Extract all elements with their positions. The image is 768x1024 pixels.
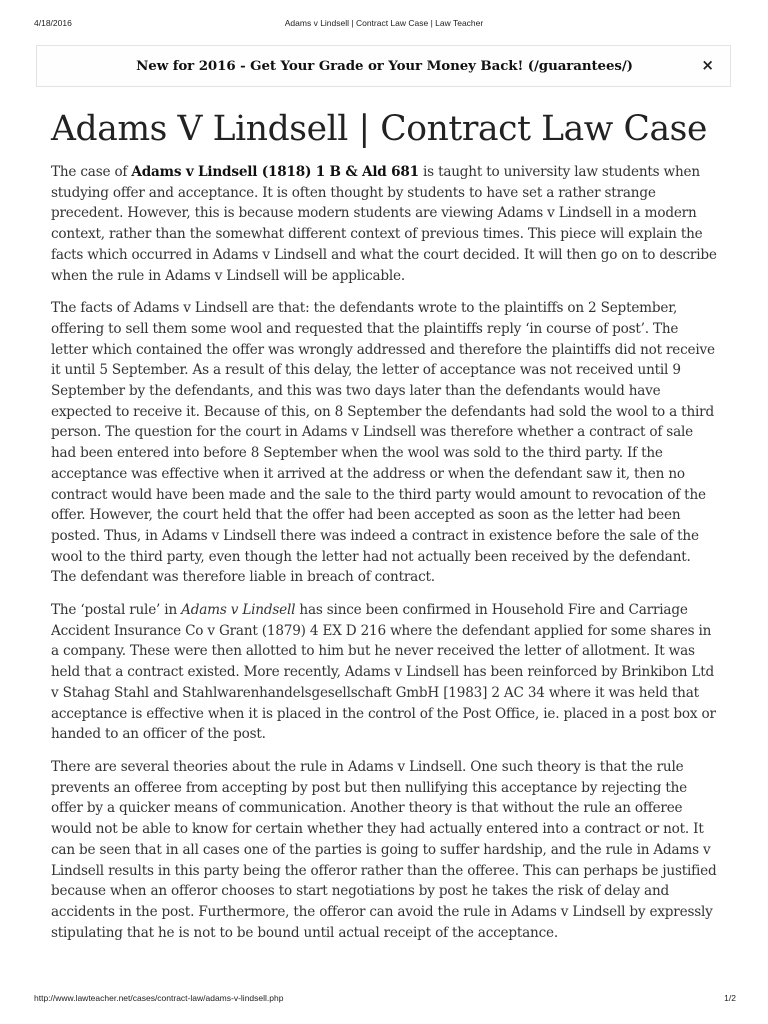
paragraph-facts: The facts of Adams v Lindsell are that: the defendants wrote to the plaintiffs on 2 September, offering to sell them some wool and requested that the plaintiffs reply ‘in course of post’. The letter which contained the offer was wrongly addressed and therefore the plaintiffs did not receive it until 5 September. As a result of this delay, the letter of acceptance was not received until 9 September by the defendants, and this was two days later than the defendants would have expected to receive it. Because of this, on 8 September the defendants had sold the wool to a third person. The question for the court in Adams v Lindsell was therefore whether a contract of sale had been entered into before 8 September when the wool was sold to the third party. If the acceptance was effective when it arrived at the address or when the defendant saw it, then no contract would have been made and the sale to the third party would amount to revocation of the offer. However, the court held that the offer had been accepted as soon as the letter had been posted. Thus, in Adams v Lindsell there was indeed a contract in existence before the sale of the wool to the third party, even though the letter had not actually been received by the defendant. The defendant was therefore liable in breach of contract. xyxy=(51,300,715,586)
print-header xyxy=(0,18,768,32)
article xyxy=(51,106,717,955)
paragraph-intro xyxy=(51,162,717,286)
postal-rule-text-rest: has since been confirmed in Household Fire and Carriage Accident Insurance Co v Grant (1879) 4 EX D 216 where the defendant applied for some shares in a company. These were then allotted to him but he never received the letter of allotment. It was held that a contract existed. More recently, Adams v Lindsell has been reinforced by Brinkibon Ltd v Stahag Stahl and Stahlwarenhandelsgesellschaft GmbH [1983] 2 AC 34 where it was held that acceptance is effective when it is placed in the control of the Post Office, ie. placed in a post box or handed to an officer of the post. xyxy=(51,602,716,743)
print-url: http://www.lawteacher.net/cases/contract-law/adams-v-lindsell.php xyxy=(34,993,284,1003)
intro-text-start: The case of xyxy=(51,164,132,180)
close-icon[interactable]: × xyxy=(701,56,714,74)
banner-text[interactable]: New for 2016 - Get Your Grade or Your Money Back! (/guarantees/) xyxy=(136,58,633,74)
case-name-italic: Adams v Lindsell xyxy=(181,602,296,619)
guarantee-banner xyxy=(36,45,731,87)
case-citation: Adams v Lindsell (1818) 1 B & Ald 681 xyxy=(131,164,419,180)
page-number: 1/2 xyxy=(724,993,736,1003)
intro-text-rest: is taught to university law students when studying offer and acceptance. It is often thought by students to have set a rather strange precedent. However, this is because modern students are viewing Adams v Lindsell in a modern context, rather than the somewhat different context of previous times. This piece will explain the facts which occurred in Adams v Lindsell and what the court decided. It will then go on to describe when the rule in Adams v Lindsell will be applicable. xyxy=(51,164,717,284)
print-page-title: Adams v Lindsell | Contract Law Case | Law Teacher xyxy=(284,18,484,28)
postal-rule-text-start: The ‘postal rule’ in xyxy=(51,602,182,619)
page-title: Adams V Lindsell | Contract Law Case xyxy=(51,109,707,149)
print-footer xyxy=(0,993,768,1007)
print-date: 4/18/2016 xyxy=(34,18,72,28)
paragraph-theories: There are several theories about the rule in Adams v Lindsell. One such theory is that the rule prevents an offeree from accepting by post but then nullifying this acceptance by rejecting the offer by a quicker means of communication. Another theory is that without the rule an offeree would not be able to know for certain whether they had actually entered into a contract or not. It can be seen that in all cases one of the parties is going to suffer hardship, and the rule in Adams v Lindsell results in this party being the offeror rather than the offeree. This can perhaps be justified because when an offeror chooses to start negotiations by post he takes the risk of delay and accidents in the post. Furthermore, the offeror can avoid the rule in Adams v Lindsell by expressly stipulating that he is not to be bound until actual receipt of the acceptance. xyxy=(51,758,717,941)
paragraph-postal-rule xyxy=(51,600,717,745)
